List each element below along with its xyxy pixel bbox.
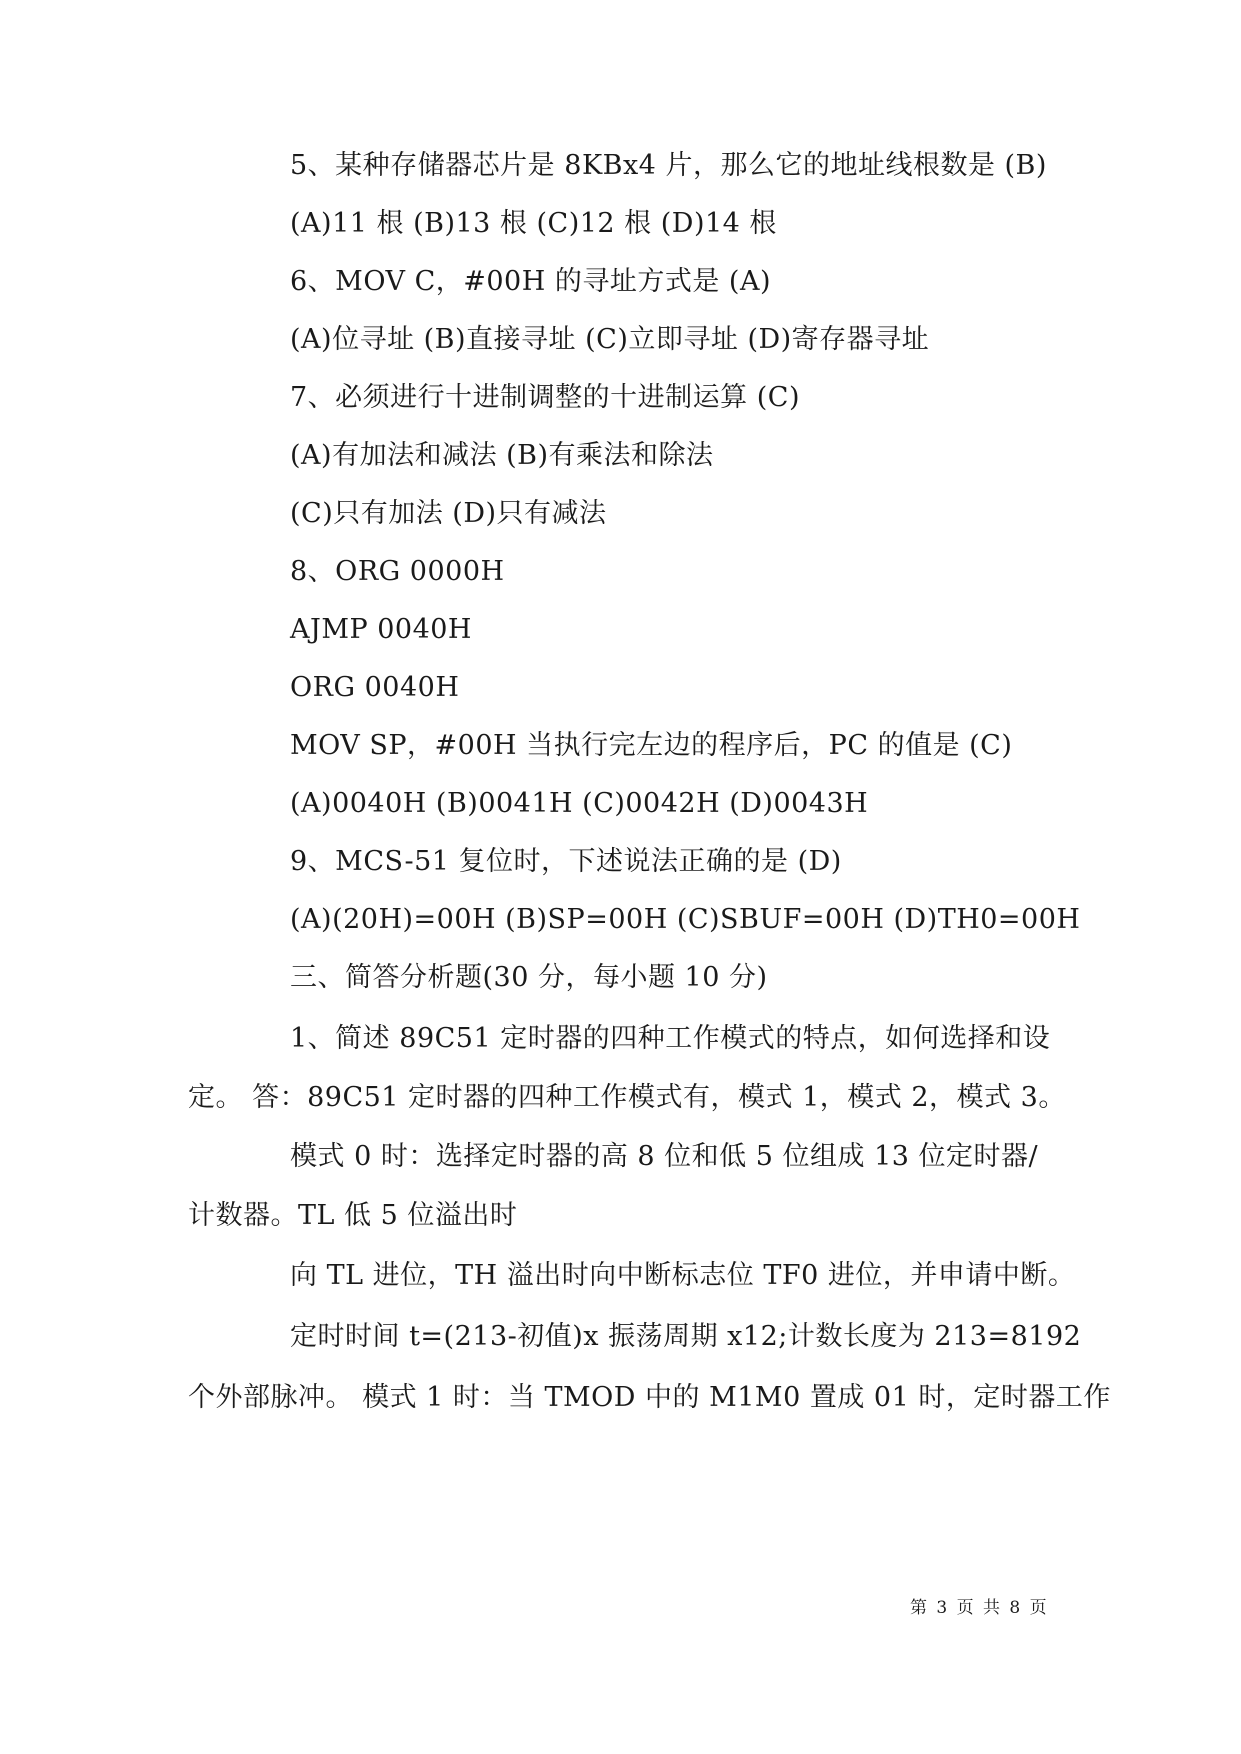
section-heading: 三、简答分析题(30 分，每小题 10 分) bbox=[290, 962, 768, 993]
question-6: 6、MOV C，#00H 的寻址方式是 (A) bbox=[290, 266, 771, 297]
page-number-footer: 第 3 页 共 8 页 bbox=[910, 1598, 1049, 1618]
answer-para-2b: 计数器。TL 低 5 位溢出时 bbox=[188, 1200, 518, 1231]
answer-para-1b: 定。 答：89C51 定时器的四种工作模式有，模式 1，模式 2，模式 3。 bbox=[188, 1082, 1066, 1113]
answer-para-4b: 个外部脉冲。 模式 1 时：当 TMOD 中的 M1M0 置成 01 时，定时器工作 bbox=[188, 1382, 1111, 1413]
code-line-ajmp: AJMP 0040H bbox=[290, 614, 472, 645]
question-6-options: (A)位寻址 (B)直接寻址 (C)立即寻址 (D)寄存器寻址 bbox=[290, 324, 930, 355]
answer-para-3: 向 TL 进位，TH 溢出时向中断标志位 TF0 进位，并申请中断。 bbox=[290, 1260, 1076, 1291]
answer-para-4a: 定时时间 t=(213-初值)x 振荡周期 x12;计数长度为 213=8192 bbox=[290, 1321, 1082, 1352]
question-8: 8、ORG 0000H bbox=[290, 556, 505, 587]
question-5: 5、某种存储器芯片是 8KBx4 片，那么它的地址线根数是 (B) bbox=[290, 150, 1047, 181]
question-7-options-cd: (C)只有加法 (D)只有减法 bbox=[290, 498, 607, 529]
answer-para-1a: 1、简述 89C51 定时器的四种工作模式的特点，如何选择和设 bbox=[290, 1023, 1051, 1054]
question-7-options-ab: (A)有加法和减法 (B)有乘法和除法 bbox=[290, 440, 714, 471]
question-9-options: (A)(20H)=00H (B)SP=00H (C)SBUF=00H (D)TH0=00H bbox=[290, 904, 1081, 935]
answer-para-2a: 模式 0 时：选择定时器的高 8 位和低 5 位组成 13 位定时器/ bbox=[290, 1141, 1039, 1172]
code-line-org: ORG 0040H bbox=[290, 672, 460, 703]
code-line-mov: MOV SP，#00H 当执行完左边的程序后，PC 的值是 (C) bbox=[290, 730, 1013, 761]
question-7: 7、必须进行十进制调整的十进制运算 (C) bbox=[290, 382, 800, 413]
question-9: 9、MCS-51 复位时，下述说法正确的是 (D) bbox=[290, 846, 842, 877]
question-8-options: (A)0040H (B)0041H (C)0042H (D)0043H bbox=[290, 788, 869, 819]
question-5-options: (A)11 根 (B)13 根 (C)12 根 (D)14 根 bbox=[290, 208, 777, 239]
